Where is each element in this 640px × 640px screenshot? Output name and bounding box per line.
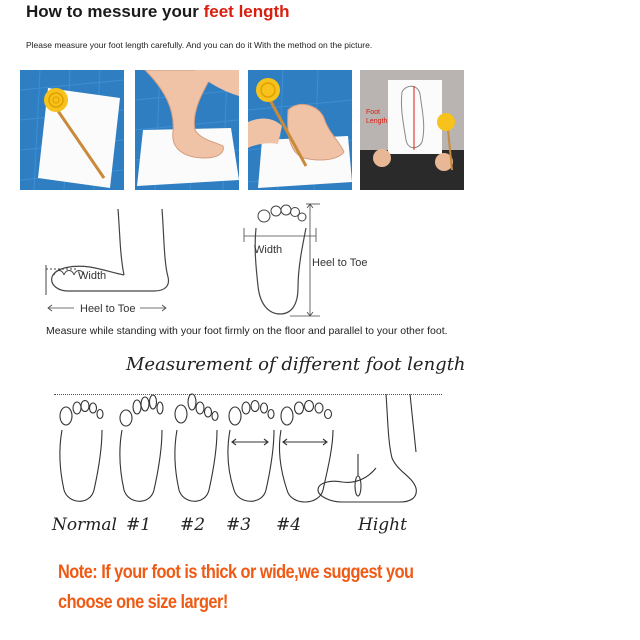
photo-paper-and-pencil [20, 70, 124, 190]
photo-label-foot: Foot [366, 109, 381, 116]
photo-foot-tracing-measured [360, 70, 464, 190]
foot-type2-outline [175, 394, 218, 501]
sizing-note [58, 558, 428, 618]
foot-high-instep-outline [318, 394, 416, 502]
foot-type1-outline [120, 395, 163, 501]
measure-instruction: Measure while standing with your foot firmly on the floor and parallel to your other foot. [46, 325, 448, 337]
sizing-note-line1: Note: If your foot is thick or wide,we suggest you [58, 562, 414, 583]
foot-label-normal: Normal [52, 515, 117, 535]
top-view-foot-diagram [240, 198, 380, 327]
top-width-label: Width [254, 244, 283, 256]
foot-label-hight: Hight [358, 515, 407, 535]
side-width-label: Width [78, 270, 107, 282]
foot-label-1: #1 [126, 515, 152, 535]
title-highlight: feet length [203, 2, 290, 21]
foot-label-2: #2 [180, 515, 206, 535]
foot-type4-outline [279, 401, 333, 503]
intro-text: Please measure your foot length carefully. And you can do it With the method on the picture. [26, 40, 373, 50]
sizing-note-line2: choose one size larger! [58, 592, 228, 613]
side-heel-to-toe-label: Heel to Toe [80, 303, 136, 315]
side-view-foot-diagram [40, 205, 190, 328]
foot-label-3: #3 [226, 515, 252, 535]
foot-types-illustration [50, 392, 450, 512]
photo-foot-on-paper [135, 70, 239, 190]
top-heel-to-toe-label: Heel to Toe [312, 257, 368, 269]
page-title [26, 2, 290, 22]
foot-normal-outline [60, 401, 103, 502]
title-prefix: How to messure your [26, 2, 204, 21]
measurement-heading: Measurement of different foot length [126, 354, 466, 375]
foot-label-4: #4 [276, 515, 302, 535]
photo-tracing-foot [248, 70, 352, 190]
photo-label-length: Length [366, 118, 388, 125]
foot-type3-outline [228, 401, 274, 502]
